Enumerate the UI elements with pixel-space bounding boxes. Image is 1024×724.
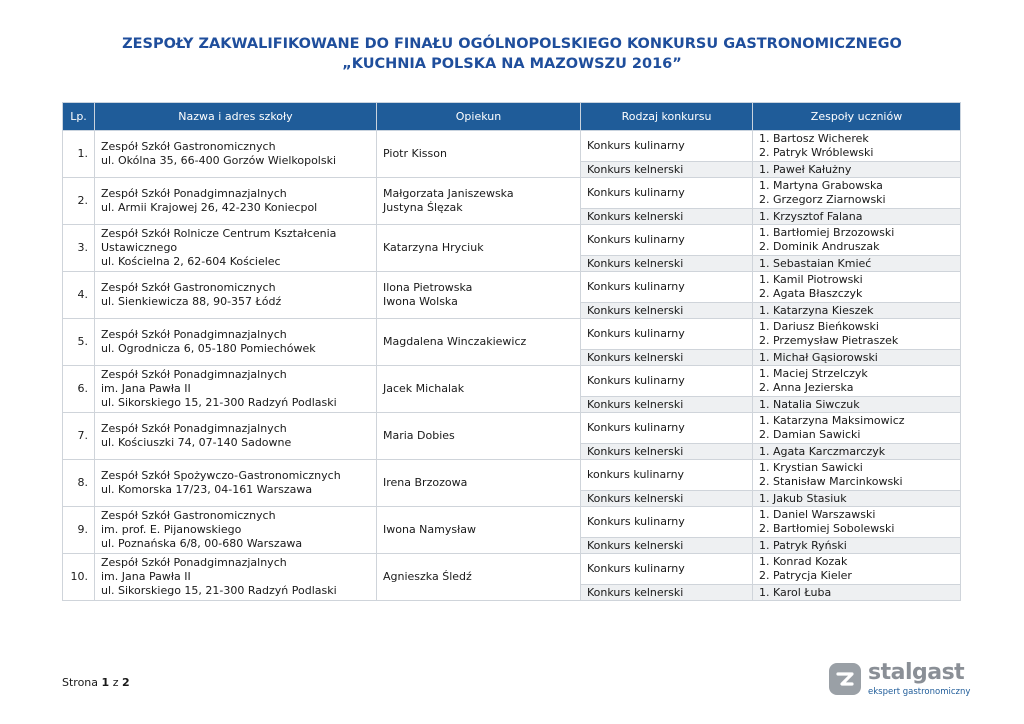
contest-type-waiter: Konkurs kelnerski bbox=[581, 397, 753, 413]
school-line: ul. Okólna 35, 66-400 Gorzów Wielkopolski bbox=[101, 154, 337, 167]
contest-type-waiter: Konkurs kelnerski bbox=[581, 162, 753, 178]
team-member: 2. Anna Jezierska bbox=[759, 381, 854, 394]
team-member: 2. Bartłomiej Sobolewski bbox=[759, 522, 895, 535]
opiekun-name: Iwona Wolska bbox=[383, 295, 458, 308]
opiekun-name: Katarzyna Hryciuk bbox=[383, 241, 484, 254]
team-waiter: 1. Sebastaian Kmieć bbox=[753, 256, 961, 272]
team-member: 2. Patrycja Kieler bbox=[759, 569, 852, 582]
title-line-2: „KUCHNIA POLSKA NA MAZOWSZU 2016” bbox=[342, 56, 682, 72]
contest-type-culinary: Konkurs kulinarny bbox=[581, 319, 753, 350]
opiekun-cell bbox=[377, 272, 581, 319]
team-member: 2. Dominik Andruszak bbox=[759, 240, 880, 253]
team-member: 2. Patryk Wróblewski bbox=[759, 146, 874, 159]
school-line: ul. Poznańska 6/8, 00-680 Warszawa bbox=[101, 537, 303, 550]
team-member: 1. Martyna Grabowska bbox=[759, 179, 883, 192]
contest-type-culinary: Konkurs kulinarny bbox=[581, 131, 753, 162]
opiekun-cell bbox=[377, 460, 581, 507]
team-member: 1. Krystian Sawicki bbox=[759, 461, 863, 474]
opiekun-name: Małgorzata Janiszewska bbox=[383, 187, 514, 200]
table-row bbox=[63, 554, 961, 585]
header-lp: Lp. bbox=[63, 103, 95, 131]
finalists-table bbox=[62, 102, 961, 601]
row-number bbox=[63, 131, 95, 178]
table-row bbox=[63, 272, 961, 303]
header-school: Nazwa i adres szkoły bbox=[95, 103, 377, 131]
row-number bbox=[63, 554, 95, 601]
team-waiter: 1. Karol Łuba bbox=[753, 585, 961, 601]
school-line: Zespół Szkół Rolnicze Centrum Kształcenia bbox=[101, 227, 337, 240]
school-line: Zespół Szkół Ponadgimnazjalnych bbox=[101, 328, 287, 341]
school-line: im. Jana Pawła II bbox=[101, 570, 191, 583]
team-culinary bbox=[753, 460, 961, 491]
school-line: ul. Sienkiewicza 88, 90-357 Łódź bbox=[101, 295, 282, 308]
table-row bbox=[63, 131, 961, 162]
team-waiter: 1. Jakub Stasiuk bbox=[753, 491, 961, 507]
table-row bbox=[63, 413, 961, 444]
school-line: ul. Kościelna 2, 62-604 Kościelec bbox=[101, 255, 281, 268]
team-culinary bbox=[753, 272, 961, 303]
school-cell bbox=[95, 413, 377, 460]
school-line: ul. Sikorskiego 15, 21-300 Radzyń Podlaski bbox=[101, 584, 337, 597]
table-header-row bbox=[63, 103, 961, 131]
contest-type-waiter: Konkurs kelnerski bbox=[581, 538, 753, 554]
team-member: 1. Konrad Kozak bbox=[759, 555, 848, 568]
school-cell bbox=[95, 225, 377, 272]
opiekun-cell bbox=[377, 225, 581, 272]
school-line: Zespół Szkół Gastronomicznych bbox=[101, 281, 276, 294]
header-rodzaj: Rodzaj konkursu bbox=[581, 103, 753, 131]
team-culinary bbox=[753, 131, 961, 162]
contest-type-waiter: Konkurs kelnerski bbox=[581, 491, 753, 507]
team-waiter: 1. Michał Gąsiorowski bbox=[753, 350, 961, 366]
contest-type-waiter: Konkurs kelnerski bbox=[581, 350, 753, 366]
team-culinary bbox=[753, 507, 961, 538]
team-member: 1. Dariusz Bieńkowski bbox=[759, 320, 879, 333]
header-zespoly: Zespoły uczniów bbox=[753, 103, 961, 131]
team-member: 2. Stanisław Marcinkowski bbox=[759, 475, 903, 488]
row-number bbox=[63, 225, 95, 272]
contest-type-waiter: Konkurs kelnerski bbox=[581, 256, 753, 272]
school-cell bbox=[95, 460, 377, 507]
team-culinary bbox=[753, 225, 961, 256]
title-line-1: ZESPOŁY ZAKWALIFIKOWANE DO FINAŁU OGÓLNOPOLSKIEGO KONKURSU GASTRONOMICZNEGO bbox=[122, 36, 902, 52]
team-member: 2. Agata Błaszczyk bbox=[759, 287, 863, 300]
school-line: Zespół Szkół Ponadgimnazjalnych bbox=[101, 422, 287, 435]
row-number-text: 2. bbox=[77, 194, 88, 207]
opiekun-name: Ilona Pietrowska bbox=[383, 281, 473, 294]
page-sep: z bbox=[112, 676, 119, 689]
document-title bbox=[0, 34, 1024, 74]
page-total: 2 bbox=[121, 676, 130, 689]
school-cell bbox=[95, 272, 377, 319]
school-line: Zespół Szkół Gastronomicznych bbox=[101, 140, 276, 153]
contest-type-waiter: Konkurs kelnerski bbox=[581, 303, 753, 319]
contest-type-culinary: Konkurs kulinarny bbox=[581, 272, 753, 303]
school-line: Zespół Szkół Spożywczo-Gastronomicznych bbox=[101, 469, 341, 482]
school-line: ul. Ogrodnicza 6, 05-180 Pomiechówek bbox=[101, 342, 316, 355]
stalgast-logo bbox=[828, 660, 971, 700]
contest-type-culinary: Konkurs kulinarny bbox=[581, 366, 753, 397]
opiekun-name: Irena Brzozowa bbox=[383, 476, 468, 489]
page-prefix: Strona bbox=[62, 676, 99, 689]
stalgast-mark-icon bbox=[828, 662, 862, 696]
team-culinary bbox=[753, 554, 961, 585]
opiekun-name: Iwona Namysław bbox=[383, 523, 476, 536]
school-line: Zespół Szkół Gastronomicznych bbox=[101, 509, 276, 522]
school-cell bbox=[95, 366, 377, 413]
contest-type-waiter: Konkurs kelnerski bbox=[581, 585, 753, 601]
row-number bbox=[63, 272, 95, 319]
row-number-text: 9. bbox=[77, 523, 88, 536]
school-cell bbox=[95, 554, 377, 601]
contest-type-waiter: Konkurs kelnerski bbox=[581, 444, 753, 460]
team-waiter: 1. Natalia Siwczuk bbox=[753, 397, 961, 413]
school-cell bbox=[95, 178, 377, 225]
row-number bbox=[63, 413, 95, 460]
school-cell bbox=[95, 131, 377, 178]
team-member: 1. Maciej Strzelczyk bbox=[759, 367, 868, 380]
opiekun-cell bbox=[377, 554, 581, 601]
opiekun-name: Justyna Ślęzak bbox=[383, 201, 463, 214]
row-number bbox=[63, 460, 95, 507]
row-number-text: 1. bbox=[77, 147, 88, 160]
row-number-text: 6. bbox=[77, 382, 88, 395]
school-line: im. Jana Pawła II bbox=[101, 382, 191, 395]
table-row bbox=[63, 460, 961, 491]
school-line: ul. Armii Krajowej 26, 42-230 Koniecpol bbox=[101, 201, 318, 214]
team-member: 1. Bartłomiej Brzozowski bbox=[759, 226, 895, 239]
team-culinary bbox=[753, 366, 961, 397]
team-member: 2. Damian Sawicki bbox=[759, 428, 861, 441]
school-line: ul. Sikorskiego 15, 21-300 Radzyń Podlaski bbox=[101, 396, 337, 409]
contest-type-culinary: Konkurs kulinarny bbox=[581, 225, 753, 256]
opiekun-cell bbox=[377, 413, 581, 460]
school-line: im. prof. E. Pijanowskiego bbox=[101, 523, 242, 536]
table-row bbox=[63, 225, 961, 256]
header-opiekun: Opiekun bbox=[377, 103, 581, 131]
school-line: Zespół Szkół Ponadgimnazjalnych bbox=[101, 368, 287, 381]
team-member: 1. Daniel Warszawski bbox=[759, 508, 876, 521]
opiekun-name: Jacek Michalak bbox=[383, 382, 465, 395]
opiekun-cell bbox=[377, 131, 581, 178]
contest-type-culinary: Konkurs kulinarny bbox=[581, 507, 753, 538]
team-waiter: 1. Katarzyna Kieszek bbox=[753, 303, 961, 319]
team-waiter: 1. Krzysztof Falana bbox=[753, 209, 961, 225]
school-cell bbox=[95, 507, 377, 554]
school-line: ul. Komorska 17/23, 04-161 Warszawa bbox=[101, 483, 313, 496]
row-number bbox=[63, 178, 95, 225]
school-line: Ustawicznego bbox=[101, 241, 178, 254]
team-member: 1. Kamil Piotrowski bbox=[759, 273, 863, 286]
contest-type-culinary: Konkurs kulinarny bbox=[581, 554, 753, 585]
row-number-text: 5. bbox=[77, 335, 88, 348]
opiekun-cell bbox=[377, 319, 581, 366]
row-number bbox=[63, 507, 95, 554]
opiekun-name: Piotr Kisson bbox=[383, 147, 447, 160]
opiekun-name: Maria Dobies bbox=[383, 429, 455, 442]
table-body bbox=[63, 131, 961, 601]
contest-type-culinary: Konkurs kulinarny bbox=[581, 413, 753, 444]
school-line: Zespół Szkół Ponadgimnazjalnych bbox=[101, 187, 287, 200]
team-culinary bbox=[753, 178, 961, 209]
team-waiter: 1. Patryk Ryński bbox=[753, 538, 961, 554]
school-cell bbox=[95, 319, 377, 366]
table-row bbox=[63, 507, 961, 538]
team-waiter: 1. Agata Karczmarczyk bbox=[753, 444, 961, 460]
team-member: 1. Bartosz Wicherek bbox=[759, 132, 869, 145]
school-line: Zespół Szkół Ponadgimnazjalnych bbox=[101, 556, 287, 569]
logo-name: stalgast bbox=[868, 660, 965, 685]
table-row bbox=[63, 319, 961, 350]
row-number-text: 10. bbox=[70, 570, 88, 583]
opiekun-cell bbox=[377, 507, 581, 554]
row-number-text: 8. bbox=[77, 476, 88, 489]
opiekun-name: Magdalena Winczakiewicz bbox=[383, 335, 527, 348]
table-row bbox=[63, 178, 961, 209]
row-number bbox=[63, 319, 95, 366]
opiekun-name: Agnieszka Śledź bbox=[383, 570, 472, 583]
team-member: 2. Przemysław Pietraszek bbox=[759, 334, 899, 347]
table-row bbox=[63, 366, 961, 397]
row-number-text: 3. bbox=[77, 241, 88, 254]
contest-type-culinary: Konkurs kulinarny bbox=[581, 178, 753, 209]
opiekun-cell bbox=[377, 366, 581, 413]
contest-type-culinary: konkurs kulinarny bbox=[581, 460, 753, 491]
page-number bbox=[62, 676, 130, 689]
team-waiter: 1. Paweł Kałużny bbox=[753, 162, 961, 178]
team-member: 1. Katarzyna Maksimowicz bbox=[759, 414, 905, 427]
page-current: 1 bbox=[101, 676, 110, 689]
logo-tagline: ekspert gastronomiczny bbox=[868, 687, 971, 697]
school-line: ul. Kościuszki 74, 07-140 Sadowne bbox=[101, 436, 292, 449]
opiekun-cell bbox=[377, 178, 581, 225]
row-number-text: 4. bbox=[77, 288, 88, 301]
row-number bbox=[63, 366, 95, 413]
contest-type-waiter: Konkurs kelnerski bbox=[581, 209, 753, 225]
team-member: 2. Grzegorz Ziarnowski bbox=[759, 193, 886, 206]
team-culinary bbox=[753, 413, 961, 444]
team-culinary bbox=[753, 319, 961, 350]
row-number-text: 7. bbox=[77, 429, 88, 442]
